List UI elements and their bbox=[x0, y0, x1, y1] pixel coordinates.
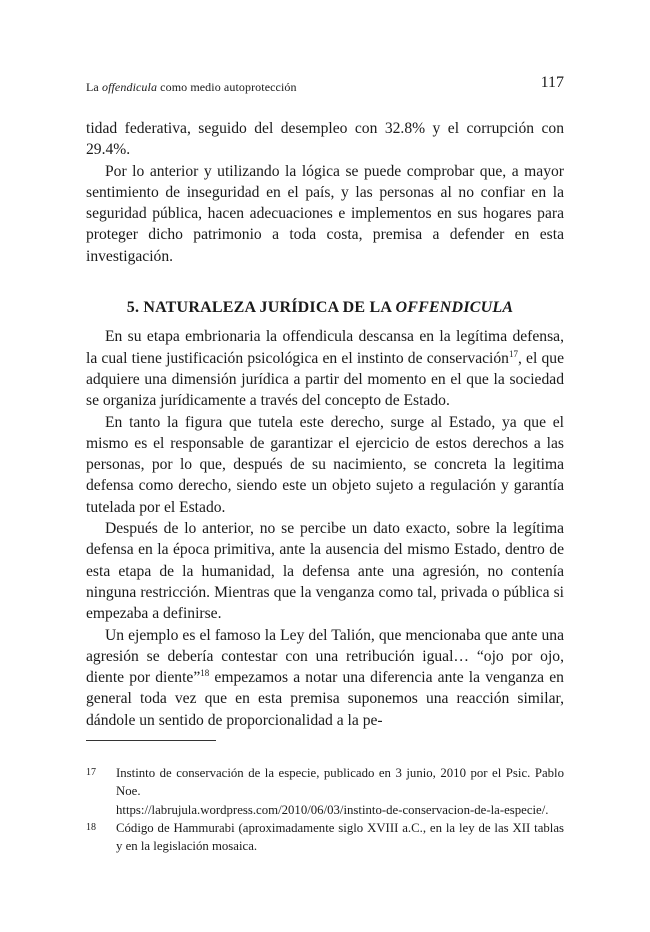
footnote bbox=[86, 764, 564, 819]
running-head-italic: offendicula bbox=[101, 80, 158, 94]
section-heading: 5. NATURALEZA JURÍDICA DE LA OFFENDICULA bbox=[126, 299, 514, 317]
footnote-link[interactable]: https://labrujula.wordpress.com/2010/06/03/instinto-de-conservacion-de-la-especie/. bbox=[116, 802, 549, 817]
footnote-marker: 17 bbox=[86, 767, 96, 778]
paragraph-continuation: tidad federativa, seguido del desempleo con 32.8% y el corrupción con 29.4%. bbox=[86, 120, 564, 159]
running-head: La offendicula como medio autoprotección bbox=[86, 80, 297, 94]
page-number: 117 bbox=[540, 74, 564, 91]
footnote-reference[interactable]: 17 bbox=[508, 348, 518, 359]
footnotes bbox=[86, 764, 564, 855]
paragraph: Un ejemplo es el famoso la Ley del Talión, que mencionaba que ante una agresión se debería contestar con una retribución igual… “ojo por ojo, diente por diente”$^{18}$ empezamos a notar una diferencia ante la venganza en general toda vez que en esta premisa suponemos una reacción similar, dándole un sentido de proporcionalidad a la pe- bbox=[86, 626, 564, 729]
paragraph: En su etapa embrionaria la offendicula descansa en la legítima defensa, la cual tiene justificación psicológica en el instinto de conservación$^{17}$, el que adquiere una dimensión jurídica a partir del momento en el que la sociedad se organiza jurídicamente a través del concepto de Estado. bbox=[86, 328, 565, 410]
footnote-reference[interactable]: 18 bbox=[200, 668, 210, 679]
page-header bbox=[86, 72, 564, 96]
paragraph: En tanto la figura que tutela este derecho, surge al Estado, ya que el mismo es el responsable de garantizar el ejercicio de estos derechos a las personas, por lo que, después de su nacimiento, se concreta la legitima defensa como derecho, siendo este un objeto sujeto a regulación y garantía tutelada por el Estado. bbox=[86, 413, 564, 516]
footnote-text: Instinto de conservación de la especie, publicado en 3 junio, 2010 por el Psic. Pablo Noe. https://labrujula.wordpress.com/2010/06/03/instinto-de-conservacion-de-la-especie/. bbox=[116, 764, 564, 819]
footnote-divider bbox=[86, 740, 216, 741]
section-heading-italic: OFFENDICULA bbox=[395, 299, 514, 317]
paragraph: Por lo anterior y utilizando la lógica se puede comprobar que, a mayor sentimiento de inseguridad en el país, y las personas al no confiar en la seguridad pública, hacen adecuaciones e implementos en sus hogares para proteger dicho patrimonio a toda costa, premisa a defender en esta investigación. bbox=[86, 162, 564, 265]
footnote bbox=[86, 819, 564, 856]
footnote-text: Código de Hammurabi (aproximadamente siglo XVIII a.C., en la ley de las XII tablas y en la legislación mosaica. bbox=[116, 820, 564, 854]
body-text bbox=[86, 118, 564, 731]
footnote-marker: 18 bbox=[86, 821, 96, 833]
paragraph: Después de lo anterior, no se percibe un dato exacto, sobre la legítima defensa en la época primitiva, ante la ausencia del mismo Estado, dentro de esta etapa de la humanidad, la defensa ante una agresión, no contenía ninguna restricción. Mientras que la venganza como tal, privada o pública si empezaba a definirse. bbox=[86, 520, 564, 623]
